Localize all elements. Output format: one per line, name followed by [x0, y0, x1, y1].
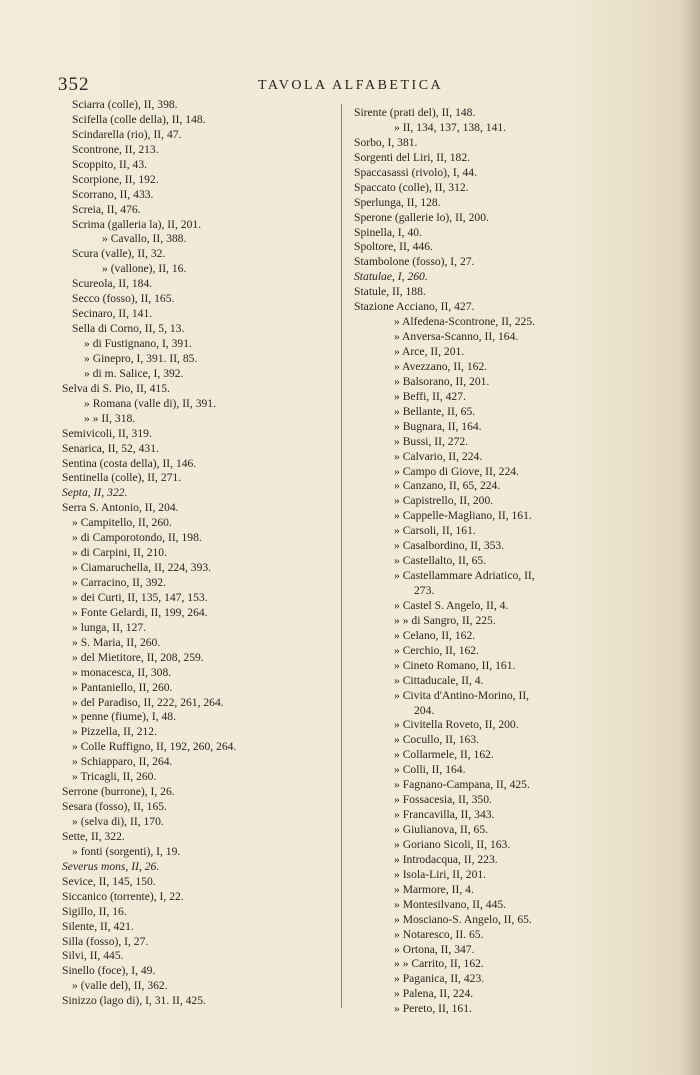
index-entry: » Casalbordino, II, 353.	[394, 539, 505, 553]
index-entry: » Cittaducale, II, 4.	[394, 673, 484, 687]
index-entry: » (valle del), II, 362.	[72, 979, 168, 993]
index-entry: » Bugnara, II, 164.	[394, 419, 482, 433]
index-entry: Spaccasassi (rivolo), I, 44.	[354, 165, 477, 179]
index-entry: » Campitello, II, 260.	[72, 516, 172, 530]
index-entry: » Fossacesia, II, 350.	[394, 793, 492, 807]
index-entry: Spinella, I, 40.	[354, 225, 422, 239]
index-entry: Scureola, II, 184.	[72, 277, 153, 291]
index-entry: » Anversa-Scanno, II, 164.	[394, 330, 519, 344]
index-entry: Scontrone, II, 213.	[72, 142, 159, 156]
index-entry: » di Camporotondo, II, 198.	[72, 531, 202, 545]
index-entry: Senarica, II, 52, 431.	[62, 441, 159, 455]
index-entry: Secco (fosso), II, 165.	[72, 292, 175, 306]
index-entry: 204.	[414, 703, 435, 717]
index-entry: » fonti (sorgenti), I, 19.	[72, 844, 181, 858]
index-entry: Scrima (galleria la), II, 201.	[72, 217, 202, 231]
index-entry: » Arce, II, 201.	[394, 345, 465, 358]
index-entry: Serra S. Antonio, II, 204.	[62, 501, 179, 515]
index-entry: » Goriano Sicoli, II, 163.	[394, 837, 511, 851]
page-header	[0, 70, 700, 100]
index-entry: » Fonte Gelardi, II, 199, 264.	[72, 605, 208, 619]
index-column-left	[62, 98, 337, 1009]
index-entry: Secinaro, II, 141.	[72, 307, 153, 321]
index-entry: » Palena, II, 224.	[394, 987, 474, 1001]
index-entry: » Fagnano-Campana, II, 425.	[394, 778, 530, 792]
page-edge-shadow	[682, 0, 700, 1075]
index-entry: » Canzano, II, 65, 224.	[394, 479, 501, 493]
index-entry: » Introdacqua, II, 223.	[394, 852, 498, 866]
index-entry: Scifella (colle della), II, 148.	[72, 112, 206, 126]
index-entry: » Colle Ruffigno, II, 192, 260, 264.	[72, 740, 237, 754]
index-entry: » Castel S. Angelo, II, 4.	[394, 598, 509, 612]
index-entry: » Isola-Liri, II, 201.	[394, 867, 487, 881]
index-entry: » Tricagli, II, 260.	[72, 770, 157, 784]
index-entry: Spaccato (colle), II, 312.	[354, 180, 469, 194]
index-entry: » Montesilvano, II, 445.	[394, 897, 507, 911]
index-entry: » Francavilla, II, 343.	[394, 808, 495, 822]
index-entry: » (selva di), II, 170.	[72, 815, 164, 828]
index-entry: » Celano, II, 162.	[394, 628, 476, 642]
index-entry: » Avezzano, II, 162.	[394, 359, 488, 373]
index-entry: » Balsorano, II, 201.	[394, 374, 490, 388]
index-column-right	[354, 106, 654, 1017]
index-entry: Stambolone (fosso), I, 27.	[354, 255, 475, 269]
index-entry: Statulae, I, 260.	[354, 270, 428, 284]
index-entry: 273.	[414, 584, 435, 597]
index-entry: » Castellammare Adriatico, II,	[394, 569, 535, 583]
index-entry: Scura (valle), II, 32.	[72, 247, 166, 261]
index-entry: » Paganica, II, 423.	[394, 972, 485, 986]
index-entry: Screia, II, 476.	[72, 202, 141, 216]
index-entry: » Carracino, II, 392.	[72, 576, 167, 589]
index-entry: » lunga, II, 127.	[72, 620, 147, 634]
index-entry: Sella di Corno, II, 5, 13.	[72, 322, 185, 336]
index-entry: » Beffi, II, 427.	[394, 389, 466, 403]
index-entry: Serrone (burrone), I, 26.	[62, 785, 175, 799]
index-entry: » Civitella Roveto, II, 200.	[394, 718, 519, 732]
index-entry: » Ciamaruchella, II, 224, 393.	[72, 561, 212, 575]
index-entry: Scorpione, II, 192.	[72, 172, 159, 186]
index-entry: Semivicoli, II, 319.	[62, 426, 152, 440]
index-entry: Sorgenti del Liri, II, 182.	[354, 150, 471, 164]
index-entry: Spoltore, II, 446.	[354, 240, 433, 254]
index-entry: Silla (fosso), I, 27.	[62, 934, 149, 948]
index-entry: » (vallone), II, 16.	[102, 262, 187, 276]
index-entry: » Alfedena-Scontrone, II, 225.	[394, 315, 536, 329]
index-entry: Silente, II, 421.	[62, 919, 134, 933]
index-entry: » » Carrito, II, 162.	[394, 957, 484, 971]
index-entry: » Schiapparo, II, 264.	[72, 755, 173, 769]
index-entry: Sette, II, 322.	[62, 829, 125, 843]
index-entry: » Cocullo, II, 163.	[394, 733, 480, 747]
index-entry: Sevice, II, 145, 150.	[62, 874, 156, 888]
index-entry: » penne (fiume), I, 48.	[72, 710, 176, 724]
index-entry: » di m. Salice, I, 392.	[84, 366, 184, 380]
index-entry: Sirente (prati del), II, 148.	[354, 106, 476, 119]
index-entry: » II, 134, 137, 138, 141.	[394, 120, 507, 134]
index-entry: » Calvario, II, 224.	[394, 449, 483, 463]
index-entry: » » II, 318.	[84, 411, 136, 425]
index-entry: Sinizzo (lago di), I, 31. II, 425.	[62, 994, 206, 1008]
index-entry: Silvi, II, 445.	[62, 949, 124, 963]
index-entry: » Cineto Romano, II, 161.	[394, 658, 516, 672]
index-entry: » Capistrello, II, 200.	[394, 494, 494, 508]
index-entry: » Cappelle-Magliano, II, 161.	[394, 509, 532, 523]
index-entry: Severus mons, II, 26.	[62, 859, 160, 873]
index-entry: » di Carpini, II, 210.	[72, 546, 167, 560]
index-entry: » Ginepro, I, 391. II, 85.	[84, 351, 198, 365]
index-entry: » del Mietitore, II, 208, 259.	[72, 650, 204, 664]
index-entry: » Pereto, II, 161.	[394, 1002, 472, 1016]
index-entry: » di Fustignano, I, 391.	[84, 337, 192, 350]
index-entry: » Notaresco, II. 65.	[394, 927, 484, 941]
index-entry: Sperlunga, II, 128.	[354, 195, 441, 209]
index-entry: » Civita d'Antino-Morino, II,	[394, 688, 530, 702]
index-entry: Siccanico (torrente), I, 22.	[62, 889, 184, 903]
index-entry: » Pizzella, II, 212.	[72, 725, 157, 739]
index-entry: » Cavallo, II, 388.	[102, 232, 187, 246]
index-entry: » » di Sangro, II, 225.	[394, 613, 496, 627]
index-entry: Sinello (foce), I, 49.	[62, 964, 156, 978]
index-entry: Sperone (gallerie lo), II, 200.	[354, 210, 489, 224]
index-entry: Sigillo, II, 16.	[62, 904, 127, 918]
index-entry: » del Paradiso, II, 222, 261, 264.	[72, 695, 224, 709]
index-entry: Scindarella (rio), II, 47.	[72, 127, 182, 141]
index-entry: » Bussi, II, 272.	[394, 434, 469, 448]
index-entry: » dei Curti, II, 135, 147, 153.	[72, 590, 208, 604]
index-entry: » Pantaniello, II, 260.	[72, 680, 173, 694]
index-entry: » Ortona, II, 347.	[394, 942, 475, 956]
index-entry: Sciarra (colle), II, 398.	[72, 98, 178, 111]
column-divider	[341, 104, 342, 1008]
index-entry: » Romana (valle di), II, 391.	[84, 396, 217, 410]
index-entry: » Collarmele, II, 162.	[394, 748, 494, 762]
index-entry: » Carsoli, II, 161.	[394, 524, 476, 538]
index-entry: » Mosciano-S. Angelo, II, 65.	[394, 912, 532, 926]
index-entry: Sentinella (colle), II, 271.	[62, 471, 182, 485]
index-entry: Statule, II, 188.	[354, 285, 426, 299]
index-entry: Scorrano, II, 433.	[72, 187, 154, 201]
index-entry: » S. Maria, II, 260.	[72, 635, 161, 649]
index-entry: Scoppito, II, 43.	[72, 157, 148, 171]
index-entry: Sesara (fosso), II, 165.	[62, 800, 167, 814]
index-entry: » Marmore, II, 4.	[394, 882, 474, 896]
index-entry: Sorbo, I, 381.	[354, 135, 418, 149]
index-entry: Stazione Acciano, II, 427.	[354, 300, 475, 314]
index-entry: Selva di S. Pio, II, 415.	[62, 381, 170, 395]
index-entry: » Cerchio, II, 162.	[394, 643, 480, 657]
index-entry: » Campo di Giove, II, 224.	[394, 464, 519, 478]
index-entry: Septa, II, 322.	[62, 486, 128, 500]
index-entry: » Giulianova, II, 65.	[394, 823, 489, 836]
index-entry: » Bellante, II, 65.	[394, 404, 476, 418]
index-entry: » monacesca, II, 308.	[72, 665, 172, 679]
index-entry: » Colli, II, 164.	[394, 763, 466, 777]
index-entry: » Castellalto, II, 65.	[394, 554, 487, 568]
running-head: TAVOLA ALFABETICA	[258, 78, 444, 93]
page-number: 352	[58, 74, 90, 95]
index-entry: Sentina (costa della), II, 146.	[62, 456, 197, 470]
